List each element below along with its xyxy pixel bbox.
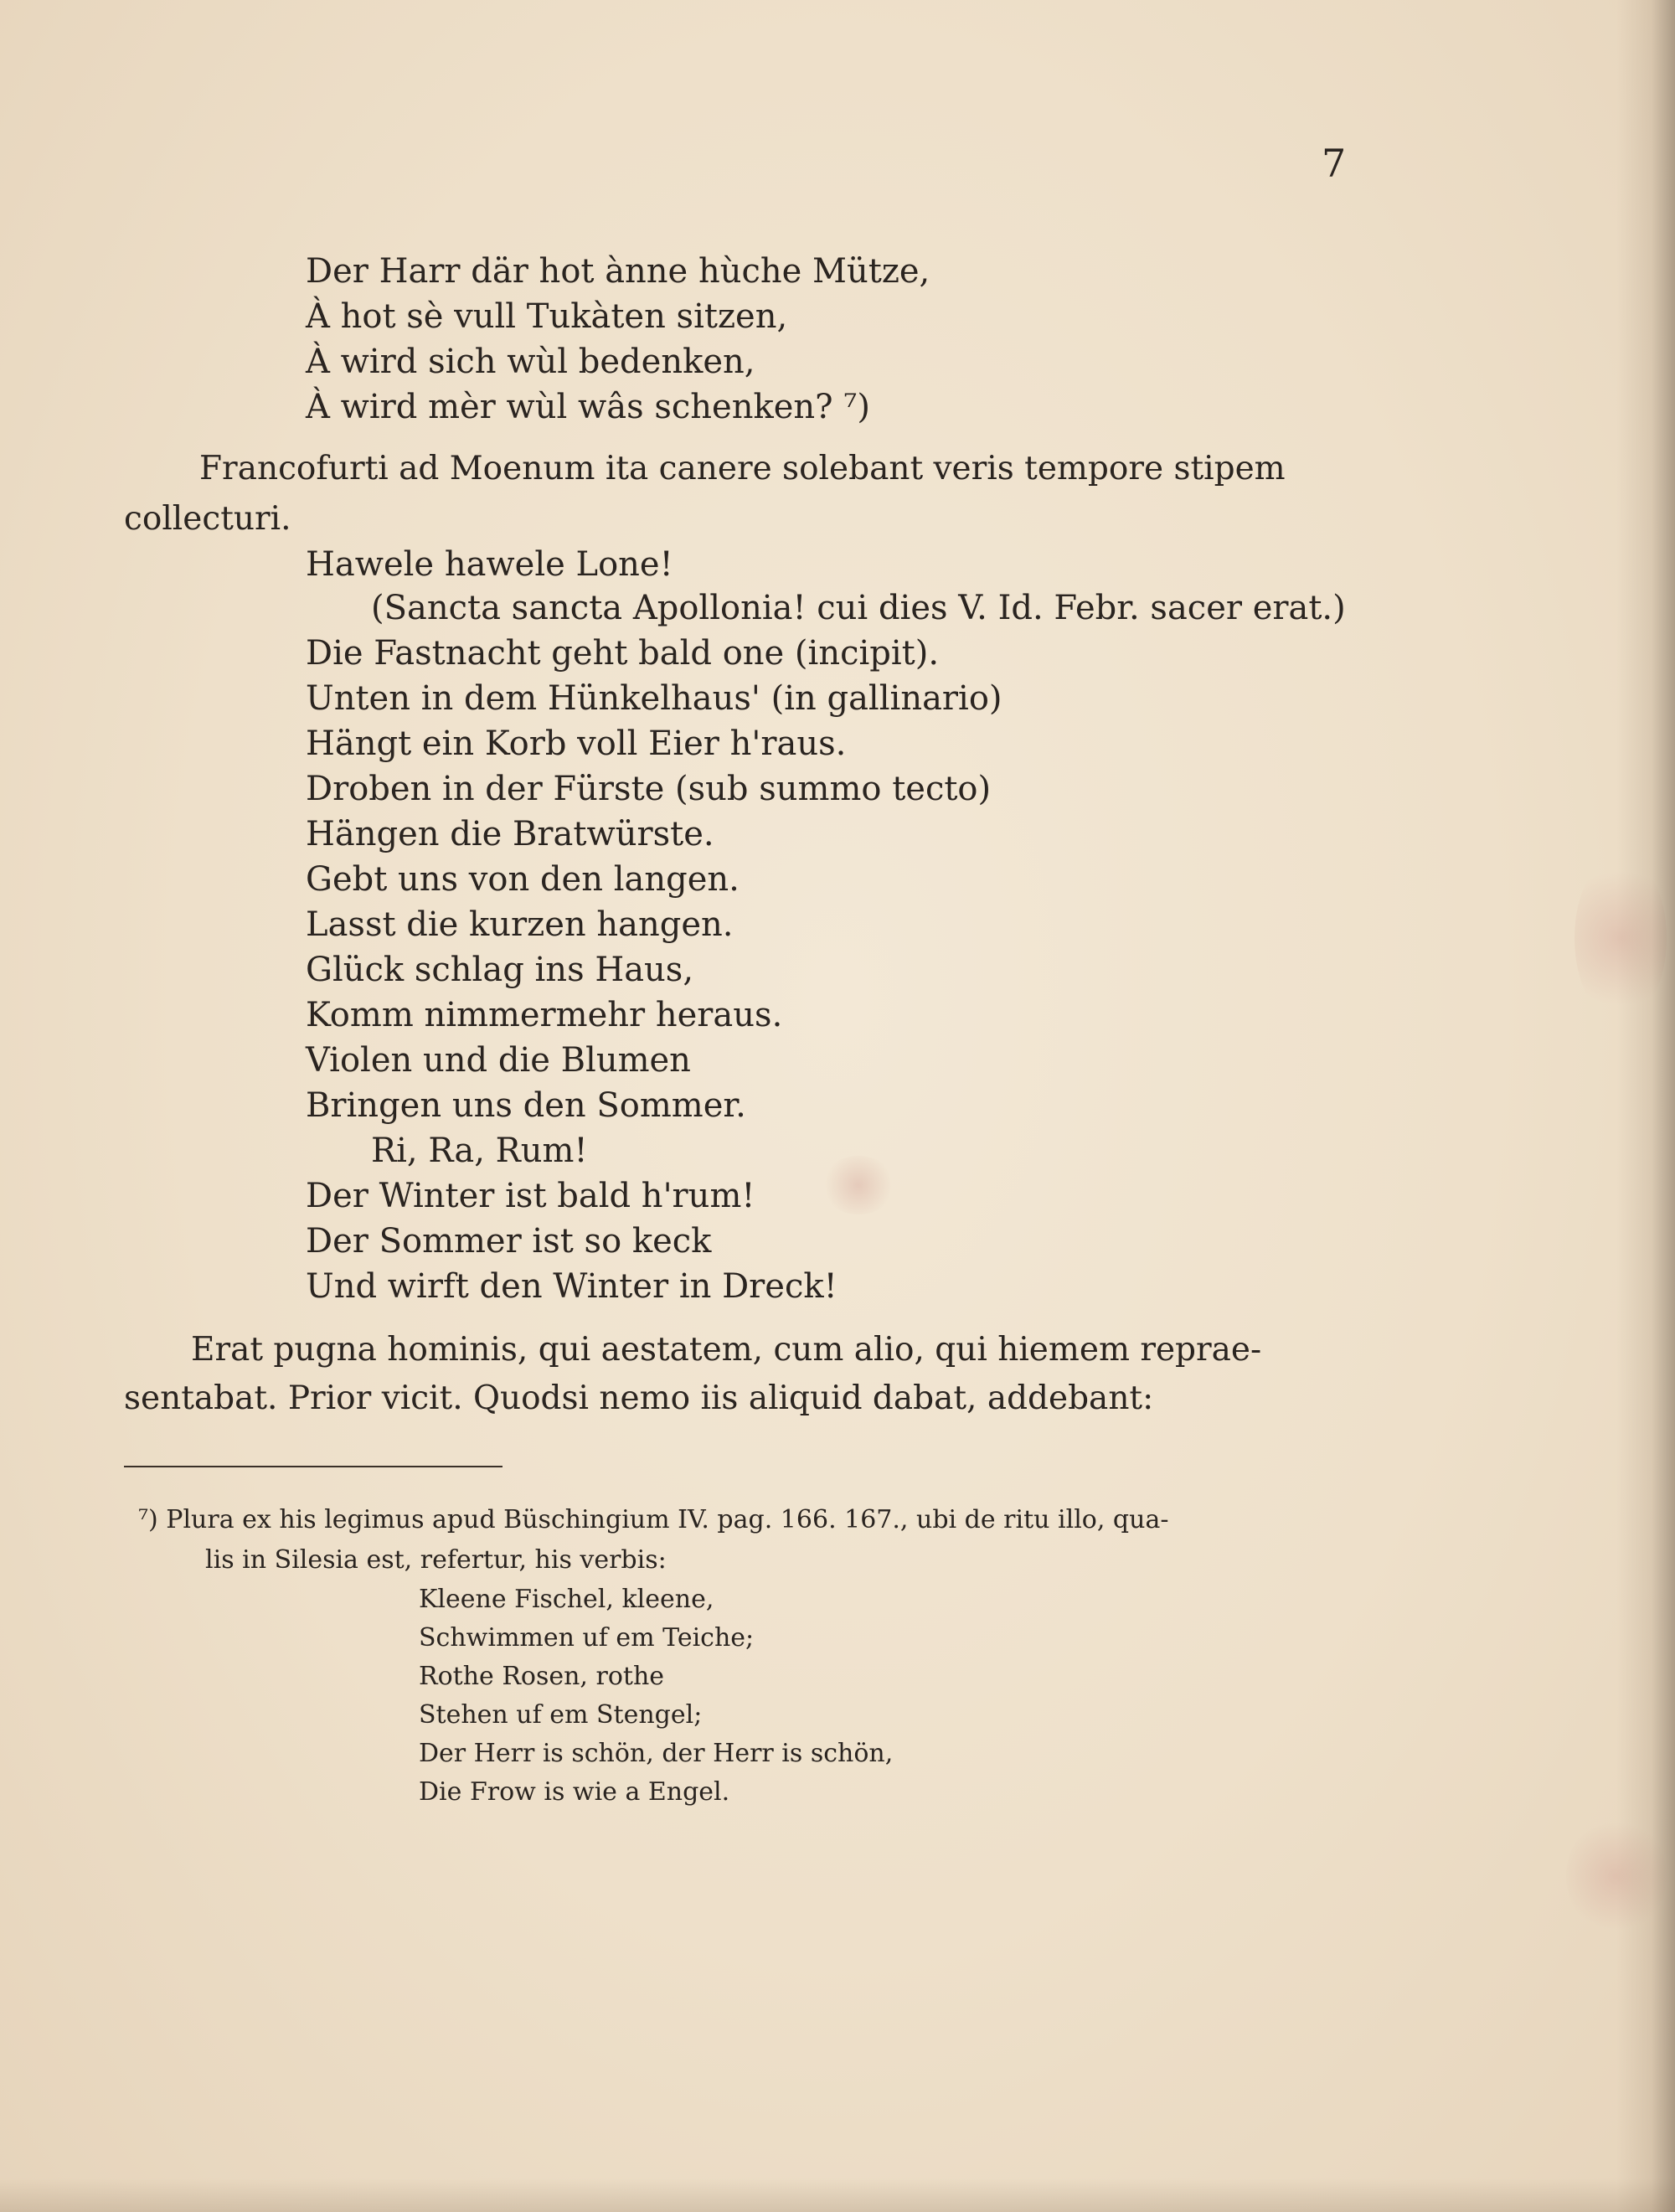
verse-line: Glück schlag ins Haus, — [306, 951, 694, 989]
verse-line: Komm nimmermehr heraus. — [306, 996, 783, 1034]
verse-line: Unten in dem Hünkelhaus' (in gallinario) — [306, 679, 1002, 718]
footnote-verse-line: Die Frow is wie a Engel. — [419, 1777, 730, 1807]
footnote-line: ⁷) Plura ex his legimus apud Büschingium IV. pag. 166. 167., ubi de ritu illo, qua- — [138, 1505, 1169, 1534]
paper-stain — [821, 1156, 896, 1214]
footnote-verse-line: Schwimmen uf em Teiche; — [419, 1623, 755, 1653]
verse-line: (Sancta sancta Apollonia! cui dies V. Id. Febr. sacer erat.) — [371, 589, 1346, 627]
verse-line: Und wirft den Winter in Dreck! — [306, 1267, 838, 1306]
verse-line: Der Sommer ist so keck — [306, 1222, 712, 1261]
footnote-line: lis in Silesia est, refertur, his verbis: — [205, 1545, 667, 1575]
verse-line: Lasst die kurzen hangen. — [306, 905, 734, 944]
page-edge-shadow — [1616, 0, 1675, 2212]
verse-line: Gebt uns von den langen. — [306, 860, 740, 899]
verse-line: Die Fastnacht geht bald one (incipit). — [306, 634, 940, 673]
paragraph-line: Francofurti ad Moenum ita canere solebant veris tempore stipem — [199, 450, 1286, 487]
verse-line: Hängt ein Korb voll Eier h'raus. — [306, 724, 847, 763]
verse-line: Der Winter ist bald h'rum! — [306, 1177, 755, 1215]
verse-line: Violen und die Blumen — [306, 1041, 691, 1080]
verse-line: Droben in der Fürste (sub summo tecto) — [306, 770, 992, 808]
verse-line: À wird sich wùl bedenken, — [306, 343, 755, 381]
verse-line: À wird mèr wùl wâs schenken? ⁷) — [306, 388, 870, 426]
footnote-rule — [124, 1466, 502, 1467]
verse-line: Hawele hawele Lone! — [306, 545, 673, 584]
footnote-verse-line: Kleene Fischel, kleene, — [419, 1585, 714, 1614]
verse-line: Hängen die Bratwürste. — [306, 815, 714, 853]
footnote-verse-line: Rothe Rosen, rothe — [419, 1662, 665, 1691]
footnote-verse-line: Stehen uf em Stengel; — [419, 1700, 703, 1730]
page-edge-shadow — [0, 2178, 1675, 2212]
verse-line: À hot sè vull Tukàten sitzen, — [306, 297, 788, 336]
paragraph-line: Erat pugna hominis, qui aestatem, cum alio, qui hiemem reprae- — [191, 1331, 1262, 1369]
verse-line: Bringen uns den Sommer. — [306, 1086, 746, 1125]
paragraph-line: collecturi. — [124, 500, 291, 538]
verse-line: Ri, Ra, Rum! — [371, 1132, 588, 1170]
verse-line: Der Harr där hot ànne hùche Mütze, — [306, 252, 930, 291]
footnote-verse-line: Der Herr is schön, der Herr is schön, — [419, 1739, 894, 1768]
paragraph-line: sentabat. Prior vicit. Quodsi nemo iis aliquid dabat, addebant: — [124, 1379, 1154, 1417]
page-number: 7 — [1322, 141, 1347, 186]
